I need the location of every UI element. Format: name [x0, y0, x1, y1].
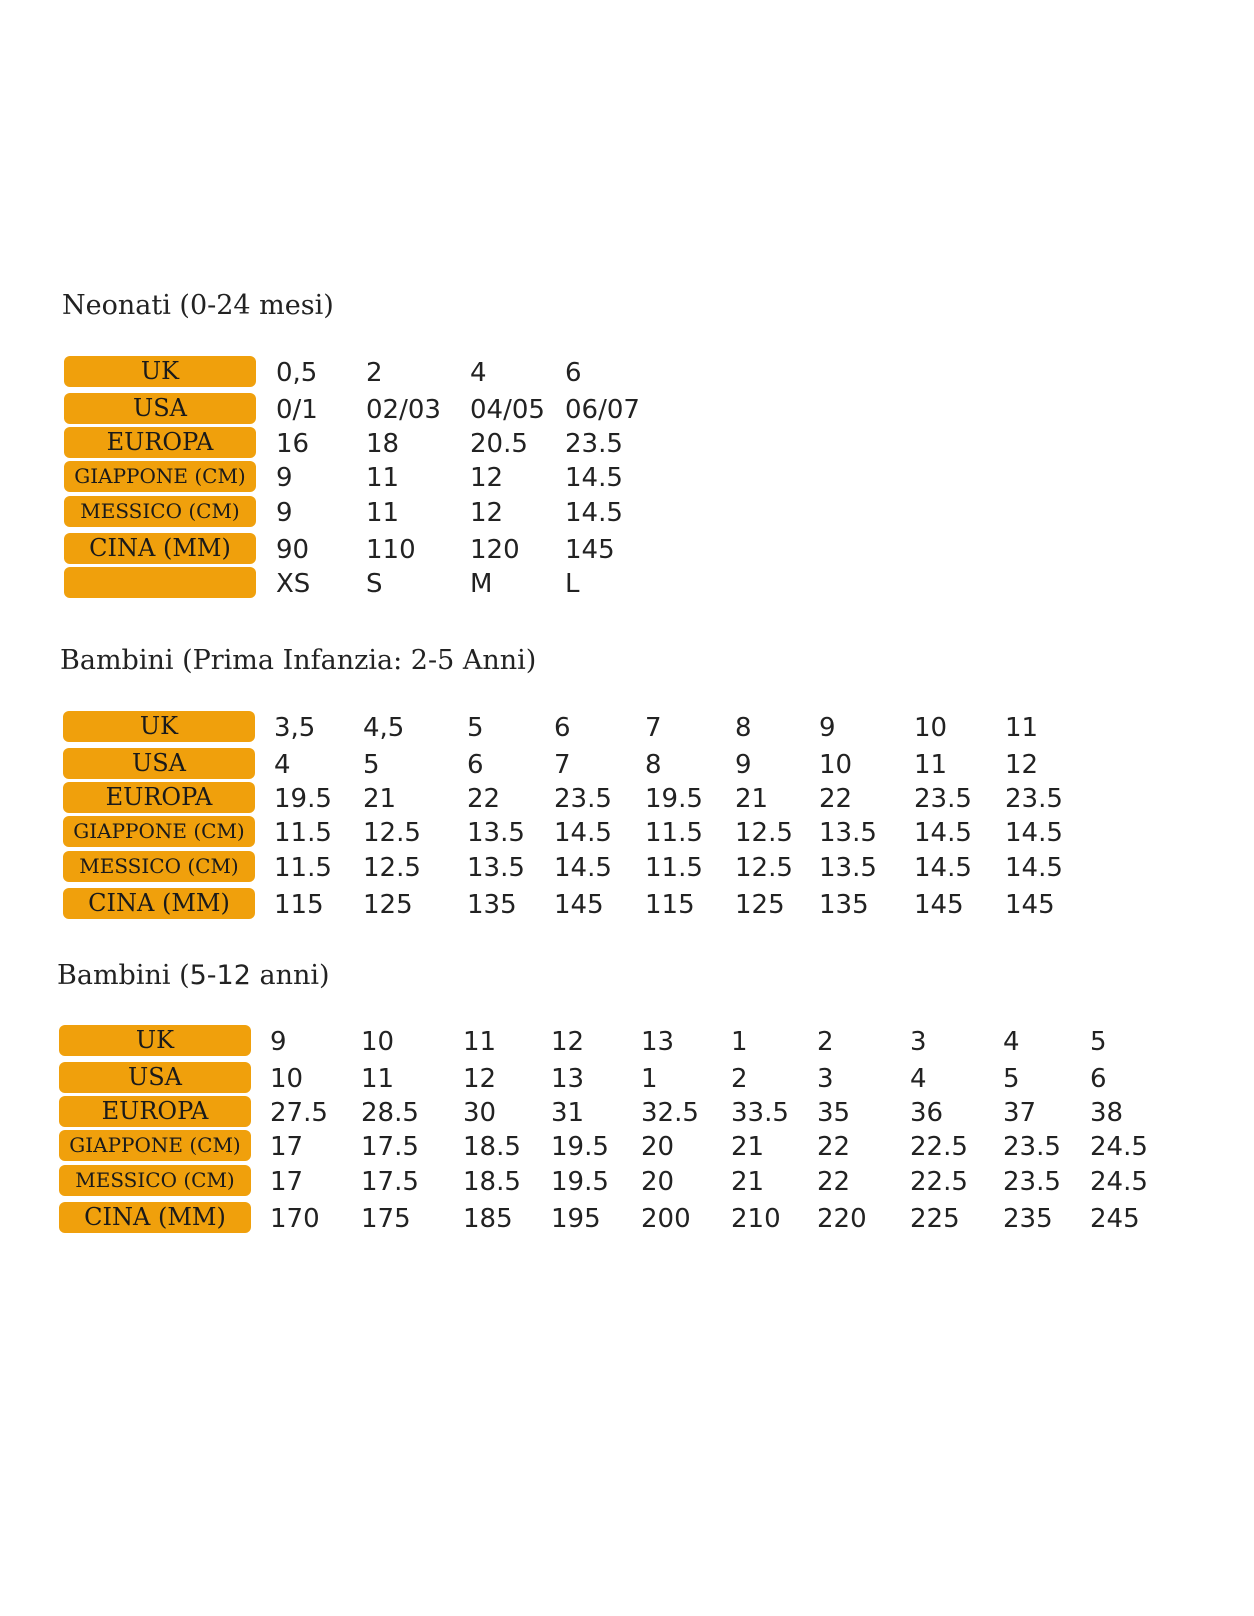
size-value: 17.5: [361, 1132, 419, 1162]
size-value: 225: [910, 1204, 960, 1234]
row-label: USA: [63, 748, 255, 779]
size-value: 3,5: [274, 713, 316, 743]
size-value: 22: [817, 1167, 851, 1197]
size-value: 02/03: [366, 395, 441, 425]
size-value: 19.5: [274, 784, 332, 814]
size-value: 22: [819, 784, 853, 814]
size-value: 13: [551, 1064, 585, 1094]
size-value: 6: [554, 713, 571, 743]
size-value: 145: [1005, 890, 1055, 920]
size-value: 14.5: [565, 463, 623, 493]
size-value: 125: [363, 890, 413, 920]
size-value: 14.5: [1005, 818, 1063, 848]
size-value: 4: [470, 358, 487, 388]
size-value: 16: [276, 429, 310, 459]
size-value: 135: [819, 890, 869, 920]
size-value: 18: [366, 429, 400, 459]
size-value: 13.5: [819, 818, 877, 848]
size-value: 23.5: [914, 784, 972, 814]
size-value: 11: [366, 463, 400, 493]
row-label: [64, 567, 256, 598]
row-label: CINA (MM): [63, 888, 255, 919]
size-value: 11.5: [274, 818, 332, 848]
size-value: 90: [276, 535, 310, 565]
size-value: 22: [817, 1132, 851, 1162]
row-label: USA: [64, 393, 256, 424]
size-value: 12: [470, 498, 504, 528]
size-value: 14.5: [1005, 853, 1063, 883]
size-value: 200: [641, 1204, 691, 1234]
size-value: 12: [463, 1064, 497, 1094]
size-value: 17: [270, 1167, 304, 1197]
size-value: 13.5: [467, 853, 525, 883]
size-value: 185: [463, 1204, 513, 1234]
size-value: 175: [361, 1204, 411, 1234]
size-value: 1: [731, 1027, 748, 1057]
size-value: 20.5: [470, 429, 528, 459]
size-value: 9: [276, 498, 293, 528]
size-value: 23.5: [1003, 1132, 1061, 1162]
size-value: 10: [819, 750, 853, 780]
row-label: EUROPA: [59, 1096, 251, 1127]
size-value: 17.5: [361, 1167, 419, 1197]
size-value: 9: [735, 750, 752, 780]
size-value: 22.5: [910, 1132, 968, 1162]
size-value: 2: [366, 358, 383, 388]
size-value: M: [470, 569, 493, 599]
row-label: GIAPPONE (CM): [64, 461, 256, 492]
size-value: 11: [463, 1027, 497, 1057]
size-value: 14.5: [565, 498, 623, 528]
size-value: 12.5: [363, 853, 421, 883]
size-value: 23.5: [554, 784, 612, 814]
size-value: 24.5: [1090, 1167, 1148, 1197]
size-value: 120: [470, 535, 520, 565]
size-value: 10: [270, 1064, 304, 1094]
size-value: 2: [817, 1027, 834, 1057]
title-part: Bambini (: [57, 960, 190, 991]
size-value: 9: [276, 463, 293, 493]
size-value: 245: [1090, 1204, 1140, 1234]
size-value: 110: [366, 535, 416, 565]
section-title: Neonati (0-24 mesi): [62, 290, 334, 321]
size-value: 4,5: [363, 713, 405, 743]
size-value: 21: [731, 1167, 765, 1197]
size-value: 14.5: [554, 818, 612, 848]
size-value: 33.5: [731, 1098, 789, 1128]
size-value: 8: [645, 750, 662, 780]
size-value: 145: [914, 890, 964, 920]
size-value: 19.5: [551, 1132, 609, 1162]
size-value: 22.5: [910, 1167, 968, 1197]
size-value: 7: [645, 713, 662, 743]
size-value: 22: [467, 784, 501, 814]
size-value: 21: [363, 784, 397, 814]
row-label: GIAPPONE (CM): [59, 1130, 251, 1161]
size-value: 6: [1090, 1064, 1107, 1094]
size-value: 6: [565, 358, 582, 388]
size-value: S: [366, 569, 383, 599]
size-value: 23.5: [1005, 784, 1063, 814]
size-value: 5: [1090, 1027, 1107, 1057]
size-value: 0/1: [276, 395, 318, 425]
row-label: MESSICO (CM): [64, 496, 256, 527]
size-value: 14.5: [914, 818, 972, 848]
size-value: 145: [565, 535, 615, 565]
size-value: 11.5: [274, 853, 332, 883]
size-value: 8: [735, 713, 752, 743]
size-value: 13: [641, 1027, 675, 1057]
size-value: 18.5: [463, 1167, 521, 1197]
row-label: CINA (MM): [64, 533, 256, 564]
size-value: 19.5: [645, 784, 703, 814]
size-value: 1: [641, 1064, 658, 1094]
size-value: 21: [735, 784, 769, 814]
size-value: 125: [735, 890, 785, 920]
size-value: 6: [467, 750, 484, 780]
row-label: CINA (MM): [59, 1202, 251, 1233]
size-value: 17: [270, 1132, 304, 1162]
size-value: 11: [366, 498, 400, 528]
size-value: 18.5: [463, 1132, 521, 1162]
size-value: 04/05: [470, 395, 545, 425]
size-value: 27.5: [270, 1098, 328, 1128]
size-value: 20: [641, 1167, 675, 1197]
section-title: Bambini (Prima Infanzia: 2-5 Anni): [60, 645, 537, 676]
size-value: 13.5: [467, 818, 525, 848]
size-value: 4: [274, 750, 291, 780]
size-value: 4: [1003, 1027, 1020, 1057]
title-part: anni): [250, 960, 330, 991]
size-value: 7: [554, 750, 571, 780]
size-value: 32.5: [641, 1098, 699, 1128]
size-value: 220: [817, 1204, 867, 1234]
size-value: 12.5: [735, 853, 793, 883]
size-value: 11: [1005, 713, 1039, 743]
size-value: 11.5: [645, 853, 703, 883]
size-value: 145: [554, 890, 604, 920]
row-label: UK: [63, 711, 255, 742]
row-label: EUROPA: [63, 782, 255, 813]
size-value: 115: [274, 890, 324, 920]
size-value: 11: [914, 750, 948, 780]
size-value: 115: [645, 890, 695, 920]
row-label: UK: [64, 356, 256, 387]
size-value: 3: [910, 1027, 927, 1057]
size-value: L: [565, 569, 580, 599]
size-value: 28.5: [361, 1098, 419, 1128]
size-value: 11: [361, 1064, 395, 1094]
row-label: UK: [59, 1025, 251, 1056]
size-value: 0,5: [276, 358, 318, 388]
size-value: 23.5: [1003, 1167, 1061, 1197]
size-value: 38: [1090, 1098, 1124, 1128]
size-value: 135: [467, 890, 517, 920]
size-value: 14.5: [554, 853, 612, 883]
size-value: 10: [361, 1027, 395, 1057]
size-value: 3: [817, 1064, 834, 1094]
row-label: MESSICO (CM): [63, 851, 255, 882]
size-value: 20: [641, 1132, 675, 1162]
size-value: 2: [731, 1064, 748, 1094]
size-value: 12.5: [363, 818, 421, 848]
size-value: 5: [1003, 1064, 1020, 1094]
size-value: 06/07: [565, 395, 640, 425]
size-value: 24.5: [1090, 1132, 1148, 1162]
row-label: EUROPA: [64, 427, 256, 458]
size-value: 35: [817, 1098, 851, 1128]
size-value: 36: [910, 1098, 944, 1128]
size-value: XS: [276, 569, 311, 599]
size-value: 12: [470, 463, 504, 493]
size-value: 210: [731, 1204, 781, 1234]
size-value: 9: [270, 1027, 287, 1057]
size-value: 170: [270, 1204, 320, 1234]
size-value: 31: [551, 1098, 585, 1128]
title-part-range: 5-12: [189, 960, 251, 991]
size-value: 30: [463, 1098, 497, 1128]
size-value: 5: [363, 750, 380, 780]
size-value: 37: [1003, 1098, 1037, 1128]
size-value: 12: [551, 1027, 585, 1057]
size-value: 21: [731, 1132, 765, 1162]
size-value: 12: [1005, 750, 1039, 780]
size-value: 23.5: [565, 429, 623, 459]
size-value: 14.5: [914, 853, 972, 883]
size-value: 4: [910, 1064, 927, 1094]
size-value: 19.5: [551, 1167, 609, 1197]
size-value: 9: [819, 713, 836, 743]
size-value: 10: [914, 713, 948, 743]
size-value: 11.5: [645, 818, 703, 848]
size-value: 5: [467, 713, 484, 743]
row-label: USA: [59, 1062, 251, 1093]
row-label: GIAPPONE (CM): [63, 816, 255, 847]
size-value: 13.5: [819, 853, 877, 883]
size-value: 235: [1003, 1204, 1053, 1234]
size-value: 195: [551, 1204, 601, 1234]
section-title: [57, 960, 330, 991]
size-value: 12.5: [735, 818, 793, 848]
row-label: MESSICO (CM): [59, 1165, 251, 1196]
